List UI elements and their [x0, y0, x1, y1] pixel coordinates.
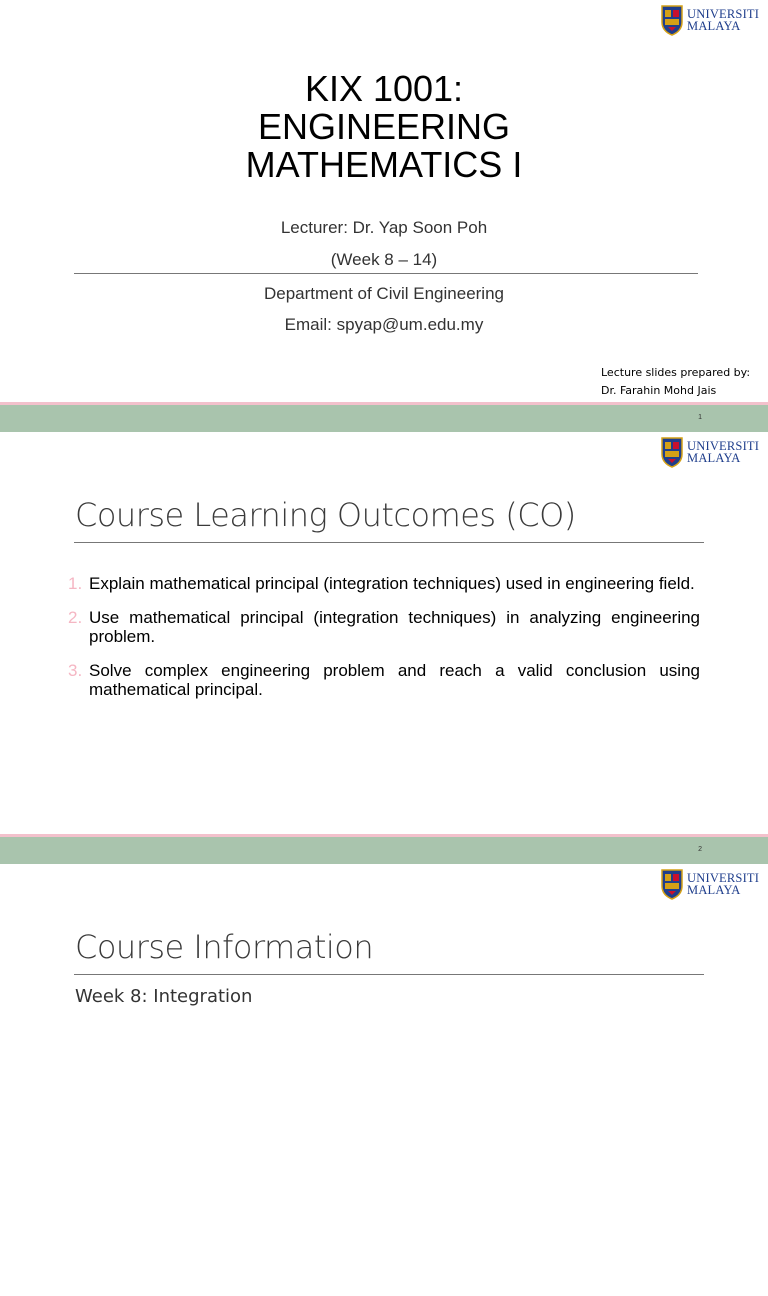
logo-line-1: UNIVERSITI — [687, 7, 760, 21]
title-line-2: ENGINEERING — [257, 106, 511, 147]
slide-3 — [0, 864, 768, 1296]
week-heading: Week 8: Integration — [75, 986, 253, 1007]
lecturer-text: Lecturer: Dr. Yap Soon Poh — [280, 218, 488, 237]
slide-title: Course Information — [75, 928, 374, 966]
outcomes-list — [68, 574, 700, 714]
department-text: Department of Civil Engineering — [263, 284, 504, 303]
slide-footer — [0, 834, 768, 864]
title-line-3: MATHEMATICS I — [245, 144, 523, 185]
prepared-by-name: Dr. Farahin Mohd Jais — [601, 384, 717, 397]
university-logo — [660, 436, 759, 468]
slide-2 — [0, 432, 768, 864]
title-divider — [74, 542, 704, 543]
slide-title: Course Learning Outcomes (CO) — [75, 496, 576, 534]
logo-line-1: UNIVERSITI — [687, 871, 760, 885]
page-number: 2 — [698, 846, 702, 853]
item-number: 3. — [68, 661, 83, 680]
crest-icon — [660, 868, 684, 900]
list-item — [68, 574, 700, 593]
item-number: 1. — [68, 574, 83, 593]
credits — [601, 364, 750, 400]
logo-line-1: UNIVERSITI — [687, 439, 760, 453]
university-logo — [660, 4, 759, 36]
item-text: Solve complex engineering problem and reach a valid conclusion using mathematical principal. — [89, 661, 700, 699]
item-text: Use mathematical principal (integration techniques) in analyzing engineering problem. — [89, 608, 700, 646]
weeks-text: (Week 8 – 14) — [330, 250, 438, 269]
item-text: Explain mathematical principal (integration techniques) used in engineering field. — [89, 574, 695, 593]
logo-line-2: MALAYA — [687, 883, 741, 897]
slide-1 — [0, 0, 768, 432]
university-logo — [660, 868, 759, 900]
crest-icon — [660, 436, 684, 468]
prepared-by-label: Lecture slides prepared by: — [601, 366, 751, 379]
list-item — [68, 608, 700, 646]
logo-line-2: MALAYA — [687, 19, 741, 33]
logo-line-2: MALAYA — [687, 451, 741, 465]
course-title — [0, 70, 768, 184]
title-line-1: KIX 1001: — [304, 68, 464, 109]
email-text: Email: spyap@um.edu.my — [284, 315, 484, 334]
list-item — [68, 661, 700, 699]
slide-footer — [0, 402, 768, 432]
page-number: 1 — [698, 414, 702, 421]
item-number: 2. — [68, 608, 83, 627]
footer-accent — [0, 402, 768, 405]
footer-accent — [0, 834, 768, 837]
crest-icon — [660, 4, 684, 36]
title-divider — [74, 974, 704, 975]
divider — [74, 273, 698, 274]
